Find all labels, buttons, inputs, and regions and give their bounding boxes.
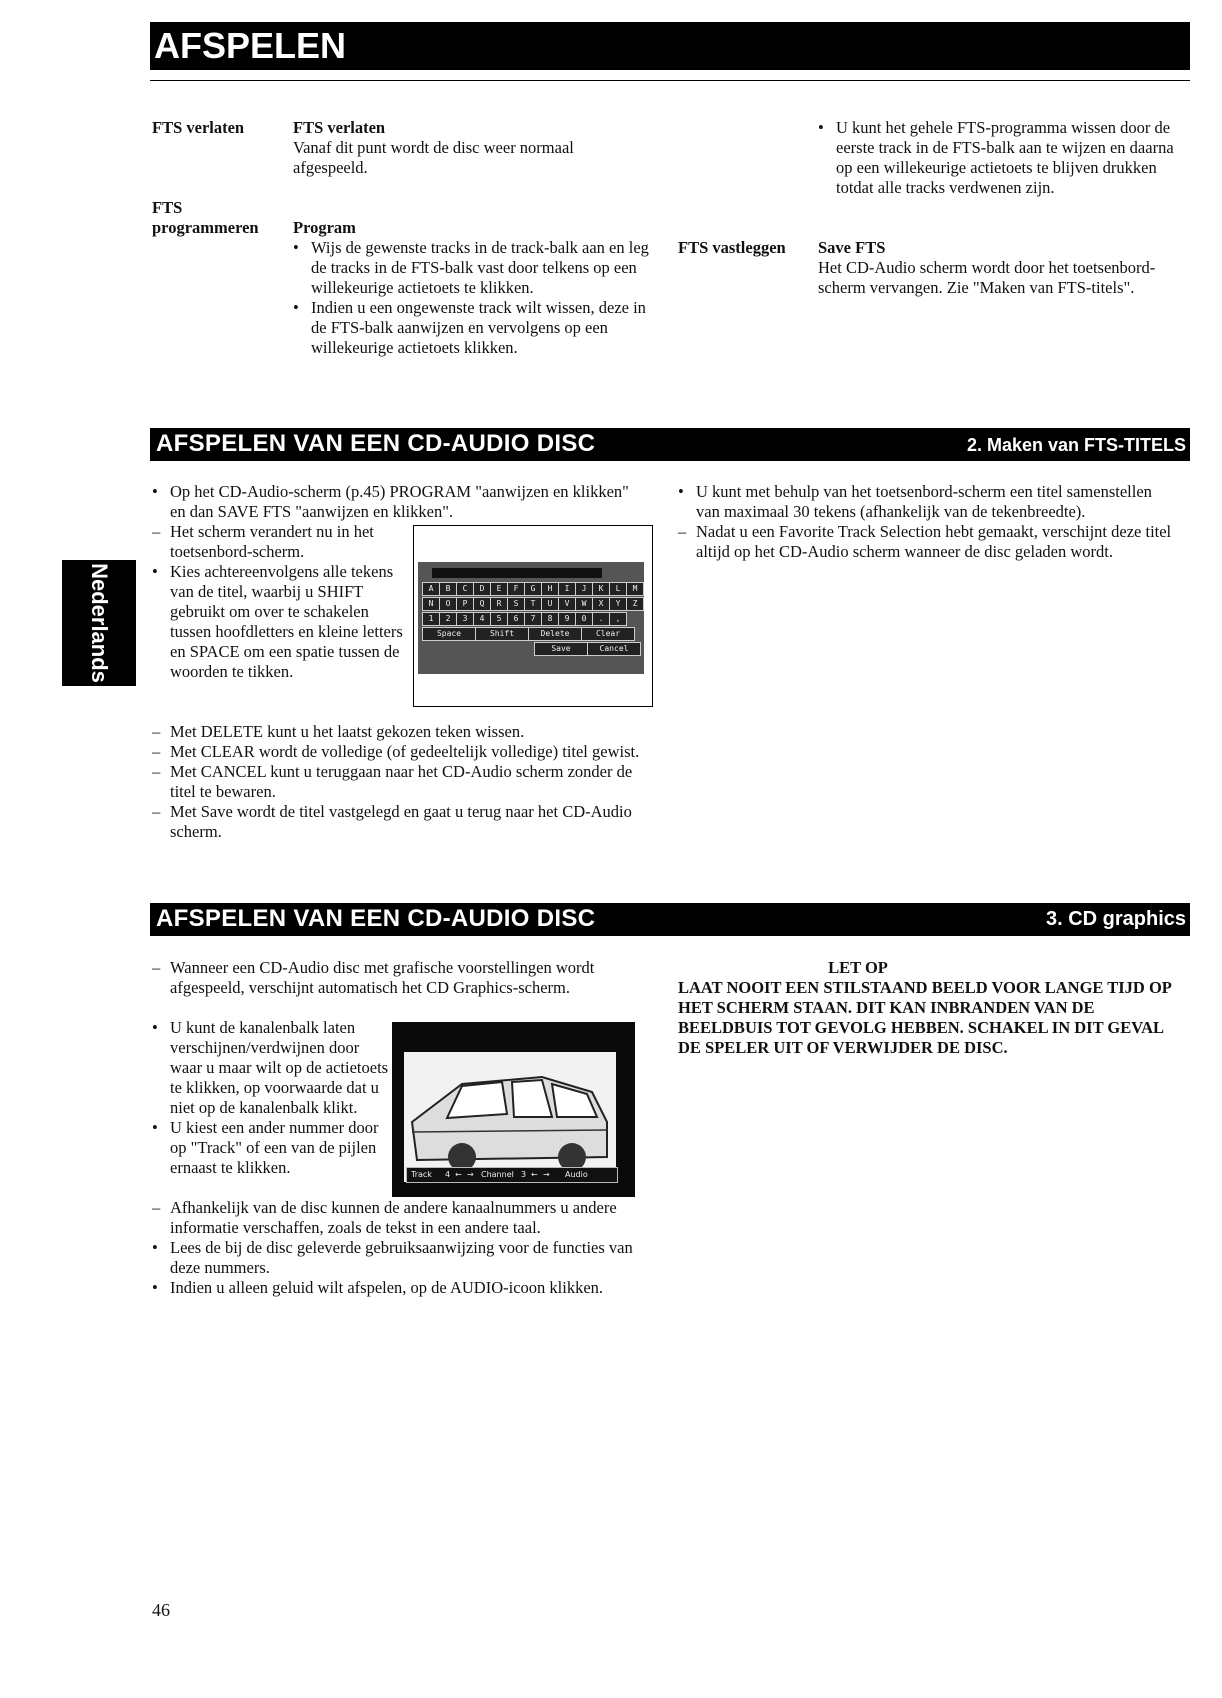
list-item-text: Afhankelijk van de disc kunnen de andere kanaalnummers u andere informatie verschaffen, zoals de tekst in een andere taal. xyxy=(170,1198,617,1237)
keyboard-key[interactable]: V xyxy=(558,597,576,611)
list-item xyxy=(152,1238,652,1278)
keyboard-key[interactable]: E xyxy=(490,582,508,596)
list-item-text: Het scherm verandert nu in het toetsenbord-scherm. xyxy=(170,522,374,561)
fts-wissen-bullet xyxy=(818,118,1178,198)
cd-graphics-screen xyxy=(392,1022,635,1197)
warning-title: LET OP xyxy=(828,958,888,977)
list-item-text: Met Save wordt de titel vastgelegd en gaat u terug naar het CD-Audio scherm. xyxy=(170,802,632,841)
save-fts-heading: Save FTS xyxy=(818,238,886,257)
audio-button[interactable]: Audio xyxy=(565,1170,588,1179)
section3-header xyxy=(150,903,1190,936)
list-item xyxy=(152,722,652,742)
keyboard-key[interactable]: Space xyxy=(422,627,476,641)
section2-left xyxy=(152,482,637,522)
keyboard-key[interactable]: C xyxy=(456,582,474,596)
keyboard-key[interactable]: P xyxy=(456,597,474,611)
keyboard-key[interactable]: Z xyxy=(626,597,644,611)
keyboard-key[interactable]: R xyxy=(490,597,508,611)
list-item-text: Nadat u een Favorite Track Selection hebt gemaakt, verschijnt deze titel altijd op het CD-Audio scherm wanneer de disc geladen wordt. xyxy=(696,522,1172,561)
bullet-mark: • xyxy=(152,1238,158,1257)
side-tab-label: Nederlands xyxy=(87,563,113,683)
keyboard-key[interactable]: S xyxy=(507,597,525,611)
list-item-text: Wanneer een CD-Audio disc met grafische voorstellingen wordt afgespeeld, verschijnt automatisch het CD Graphics-scherm. xyxy=(170,958,595,997)
list-item xyxy=(152,482,637,522)
dash-mark: – xyxy=(678,522,687,541)
bullet-mark: • xyxy=(678,482,684,501)
keyboard-key[interactable]: 0 xyxy=(575,612,593,626)
keyboard-key[interactable]: K xyxy=(592,582,610,596)
fts-verlaten-text: Vanaf dit punt wordt de disc weer normaal afgespeeld. xyxy=(293,138,574,177)
keyboard-key[interactable]: . xyxy=(592,612,610,626)
keyboard-key[interactable]: X xyxy=(592,597,610,611)
keyboard-key[interactable]: T xyxy=(524,597,542,611)
program-heading: Program xyxy=(293,218,356,237)
section3-top xyxy=(152,958,637,998)
track-button[interactable]: Track xyxy=(411,1170,432,1179)
fts-wissen-item xyxy=(818,118,1178,198)
keyboard-key[interactable]: H xyxy=(541,582,559,596)
list-item-text: U kunt met behulp van het toetsenbord-scherm een titel samenstellen van maximaal 30 tekens (afhankelijk van de tekenbreedte). xyxy=(696,482,1152,521)
keyboard-key[interactable]: G xyxy=(524,582,542,596)
track-number: 4 xyxy=(445,1170,451,1179)
program-bullet-2 xyxy=(293,298,663,358)
keyboard-key[interactable]: D xyxy=(473,582,491,596)
keyboard-key[interactable]: M xyxy=(626,582,644,596)
list-item xyxy=(152,1198,652,1238)
list-item-text: Kies achtereenvolgens alle tekens van de titel, waarbij u SHIFT gebruikt om over te schakelen tussen hoofdletters en kleine letters en SPACE om een spatie tussen de woorden te tikken. xyxy=(170,562,403,681)
keyboard-screen-frame xyxy=(413,525,653,707)
channel-prev-arrow-icon[interactable]: ← xyxy=(531,1170,538,1179)
page-title: AFSPELEN xyxy=(154,25,347,66)
program-bullet-2-text: Indien u een ongewenste track wilt wissen, deze in de FTS-balk aanwijzen en vervolgens op een willekeurige actietoets klikken. xyxy=(311,298,646,357)
section3-bottom xyxy=(152,1198,652,1298)
bullet-mark: • xyxy=(152,1018,158,1037)
program-bullet-1 xyxy=(293,238,663,298)
label-fts-programmeren-2: programmeren xyxy=(152,218,259,237)
keyboard-key[interactable]: 9 xyxy=(558,612,576,626)
section2-subtitle: 2. Maken van FTS-TITELS xyxy=(966,435,1186,455)
section3-subtitle: 3. CD graphics xyxy=(1045,908,1186,930)
list-item xyxy=(152,1278,652,1298)
keyboard-key[interactable]: 2 xyxy=(439,612,457,626)
section2-bottom xyxy=(152,722,652,842)
keyboard-key[interactable]: 1 xyxy=(422,612,440,626)
bullet-mark: • xyxy=(152,1118,158,1137)
list-item-text: Met DELETE kunt u het laatst gekozen teken wissen. xyxy=(170,722,525,741)
keyboard-key[interactable]: O xyxy=(439,597,457,611)
keyboard-key[interactable]: I xyxy=(558,582,576,596)
keyboard-key[interactable]: Y xyxy=(609,597,627,611)
channel-button[interactable]: Channel xyxy=(481,1170,514,1179)
section2-title: AFSPELEN VAN EEN CD-AUDIO DISC xyxy=(156,430,596,457)
keyboard-key[interactable]: F xyxy=(507,582,525,596)
list-item xyxy=(152,1118,392,1178)
keyboard-key[interactable]: N xyxy=(422,597,440,611)
keyboard-key[interactable]: 8 xyxy=(541,612,559,626)
warning-text: LAAT NOOIT EEN STILSTAAND BEELD VOOR LANGE TIJD OP HET SCHERM STAAN. DIT KAN INBRANDEN VAN DE BEELDBUIS TOT GEVOLG HEBBEN. SCHAKEL IN DIT GEVAL DE SPELER UIT OF VERWIJDER DE DISC. xyxy=(678,978,1171,1057)
label-fts-programmeren-1: FTS xyxy=(152,198,183,217)
label-fts-verlaten: FTS verlaten xyxy=(152,118,245,137)
save-fts-text: Het CD-Audio scherm wordt door het toetsenbord-scherm vervangen. Zie "Maken van FTS-titels". xyxy=(818,258,1156,297)
bullet-mark: • xyxy=(818,118,824,137)
dash-mark: – xyxy=(152,802,161,821)
dash-mark: – xyxy=(152,762,161,781)
list-item-text: Met CANCEL kunt u teruggaan naar het CD-Audio scherm zonder de titel te bewaren. xyxy=(170,762,633,801)
keyboard-key[interactable]: 6 xyxy=(507,612,525,626)
keyboard-screen xyxy=(418,562,644,674)
keyboard-key[interactable]: Save xyxy=(534,642,588,656)
keyboard-key[interactable]: Cancel xyxy=(587,642,641,656)
list-item xyxy=(678,522,1178,562)
list-item xyxy=(152,762,652,802)
list-item xyxy=(152,1018,392,1118)
list-item-text: U kunt de kanalenbalk laten verschijnen/verdwijnen door waar u maar wilt op de actietoets te klikken, op voorwaarde dat u niet op de kanalenbalk klikt. xyxy=(170,1018,389,1117)
bullet-mark: • xyxy=(152,1278,158,1297)
list-item-text: Lees de bij de disc geleverde gebruiksaanwijzing voor de functies van deze nummers. xyxy=(170,1238,633,1277)
track-next-arrow-icon[interactable]: → xyxy=(467,1170,474,1179)
keyboard-key[interactable]: Delete xyxy=(528,627,582,641)
dash-mark: – xyxy=(152,722,161,741)
keyboard-key[interactable]: 4 xyxy=(473,612,491,626)
list-item-text: Op het CD-Audio-scherm (p.45) PROGRAM "aanwijzen en klikken" en dan SAVE FTS "aanwijzen en klikken". xyxy=(170,482,629,521)
channel-next-arrow-icon[interactable]: → xyxy=(543,1170,550,1179)
page-title-bar xyxy=(150,22,1190,70)
label-fts-vastleggen: FTS vastleggen xyxy=(678,238,786,257)
fts-verlaten-heading: FTS verlaten xyxy=(293,118,386,137)
bullet-mark: • xyxy=(293,238,299,257)
bullet-mark: • xyxy=(152,562,158,581)
page-number: 46 xyxy=(152,1600,170,1620)
list-item xyxy=(152,522,407,562)
keyboard-key[interactable]: B xyxy=(439,582,457,596)
keyboard-key[interactable]: L xyxy=(609,582,627,596)
label-fts-programmeren xyxy=(152,198,259,238)
list-item-text: Met CLEAR wordt de volledige (of gedeeltelijk volledige) titel gewist. xyxy=(170,742,640,761)
list-item xyxy=(152,562,407,682)
track-prev-arrow-icon[interactable]: ← xyxy=(455,1170,462,1179)
keyboard-key[interactable]: J xyxy=(575,582,593,596)
bullet-mark: • xyxy=(293,298,299,317)
list-item xyxy=(152,742,652,762)
list-item xyxy=(152,802,652,842)
bullet-mark: • xyxy=(152,482,158,501)
list-item-text: U kiest een ander nummer door op "Track" of een van de pijlen ernaast te klikken. xyxy=(170,1118,379,1177)
fts-vastleggen-block xyxy=(818,238,1178,298)
keyboard-key[interactable]: , xyxy=(609,612,627,626)
keyboard-key[interactable]: 7 xyxy=(524,612,542,626)
program-bullet-1-text: Wijs de gewenste tracks in de track-balk aan en leg de tracks in de FTS-balk vast door telkens op een willekeurige actietoets te klikken. xyxy=(311,238,649,297)
dash-mark: – xyxy=(152,1198,161,1217)
keyboard-key[interactable]: 3 xyxy=(456,612,474,626)
keyboard-key[interactable]: Clear xyxy=(581,627,635,641)
list-item xyxy=(678,482,1178,522)
fts-programmeren-block xyxy=(293,218,663,358)
list-item xyxy=(152,958,637,998)
channel-number: 3 xyxy=(521,1170,527,1179)
list-item-text: Indien u alleen geluid wilt afspelen, op de AUDIO-icoon klikken. xyxy=(170,1278,604,1297)
keyboard-key[interactable]: W xyxy=(575,597,593,611)
side-tab xyxy=(62,560,136,686)
title-input-bar xyxy=(432,568,602,578)
title-rule xyxy=(150,80,1190,81)
warning-block xyxy=(678,958,1188,1058)
dash-mark: – xyxy=(152,522,161,541)
keyboard-key[interactable]: U xyxy=(541,597,559,611)
dash-mark: – xyxy=(152,742,161,761)
section2-left-narrow xyxy=(152,522,407,682)
section3-title: AFSPELEN VAN EEN CD-AUDIO DISC xyxy=(156,905,596,932)
fts-wissen-text: U kunt het gehele FTS-programma wissen door de eerste track in de FTS-balk aan te wijzen en daarna op een willekeurige actietoets te blijven drukken totdat alle tracks verdwenen zijn. xyxy=(836,118,1174,197)
keyboard-key[interactable]: 5 xyxy=(490,612,508,626)
keyboard-key[interactable]: Q xyxy=(473,597,491,611)
dash-mark: – xyxy=(152,958,161,977)
section2-right xyxy=(678,482,1178,562)
section3-left-narrow xyxy=(152,1018,392,1178)
keyboard-key[interactable]: A xyxy=(422,582,440,596)
keyboard-key[interactable]: Shift xyxy=(475,627,529,641)
section2-header xyxy=(150,428,1190,461)
channel-bar[interactable] xyxy=(406,1167,618,1183)
fts-verlaten-block xyxy=(293,118,663,178)
